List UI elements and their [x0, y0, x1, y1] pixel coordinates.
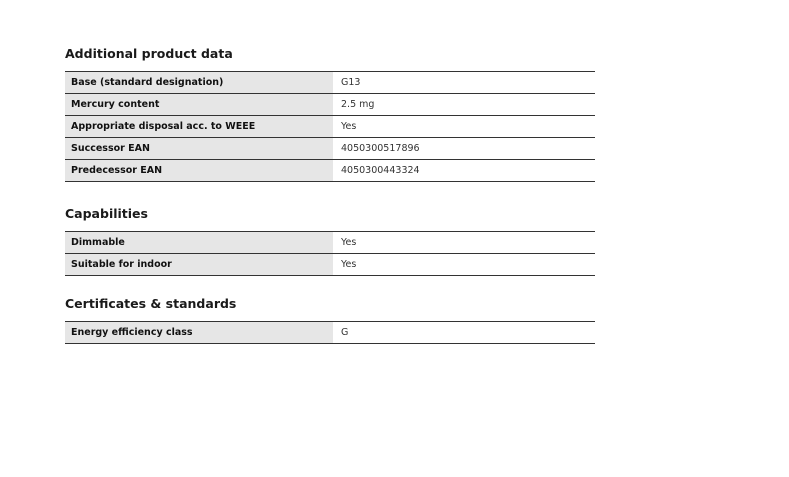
row-value: G13	[333, 72, 595, 94]
row-value: G	[333, 322, 595, 344]
table-row	[65, 254, 595, 276]
table-row	[65, 94, 595, 116]
row-value: 4050300517896	[333, 138, 595, 160]
row-label: Suitable for indoor	[65, 254, 333, 276]
table-row	[65, 116, 595, 138]
row-label: Base (standard designation)	[65, 72, 333, 94]
section-title: Additional product data	[65, 46, 233, 61]
table-row	[65, 232, 595, 254]
table-row	[65, 322, 595, 344]
row-value: 2.5 mg	[333, 94, 595, 116]
row-label: Mercury content	[65, 94, 333, 116]
row-label: Successor EAN	[65, 138, 333, 160]
table-row	[65, 160, 595, 182]
spec-table	[65, 71, 595, 182]
row-value: Yes	[333, 232, 595, 254]
section-additional-product-data	[65, 45, 595, 182]
row-label: Appropriate disposal acc. to WEEE	[65, 116, 333, 138]
row-value: Yes	[333, 116, 595, 138]
spec-table	[65, 321, 595, 344]
row-value: 4050300443324	[333, 160, 595, 182]
row-label: Dimmable	[65, 232, 333, 254]
section-capabilities	[65, 205, 595, 276]
section-title: Capabilities	[65, 206, 148, 221]
row-label: Energy efficiency class	[65, 322, 333, 344]
table-row	[65, 72, 595, 94]
spec-table	[65, 231, 595, 276]
section-title: Certificates & standards	[65, 296, 237, 311]
row-label: Predecessor EAN	[65, 160, 333, 182]
table-row	[65, 138, 595, 160]
row-value: Yes	[333, 254, 595, 276]
section-certificates-standards	[65, 295, 595, 344]
